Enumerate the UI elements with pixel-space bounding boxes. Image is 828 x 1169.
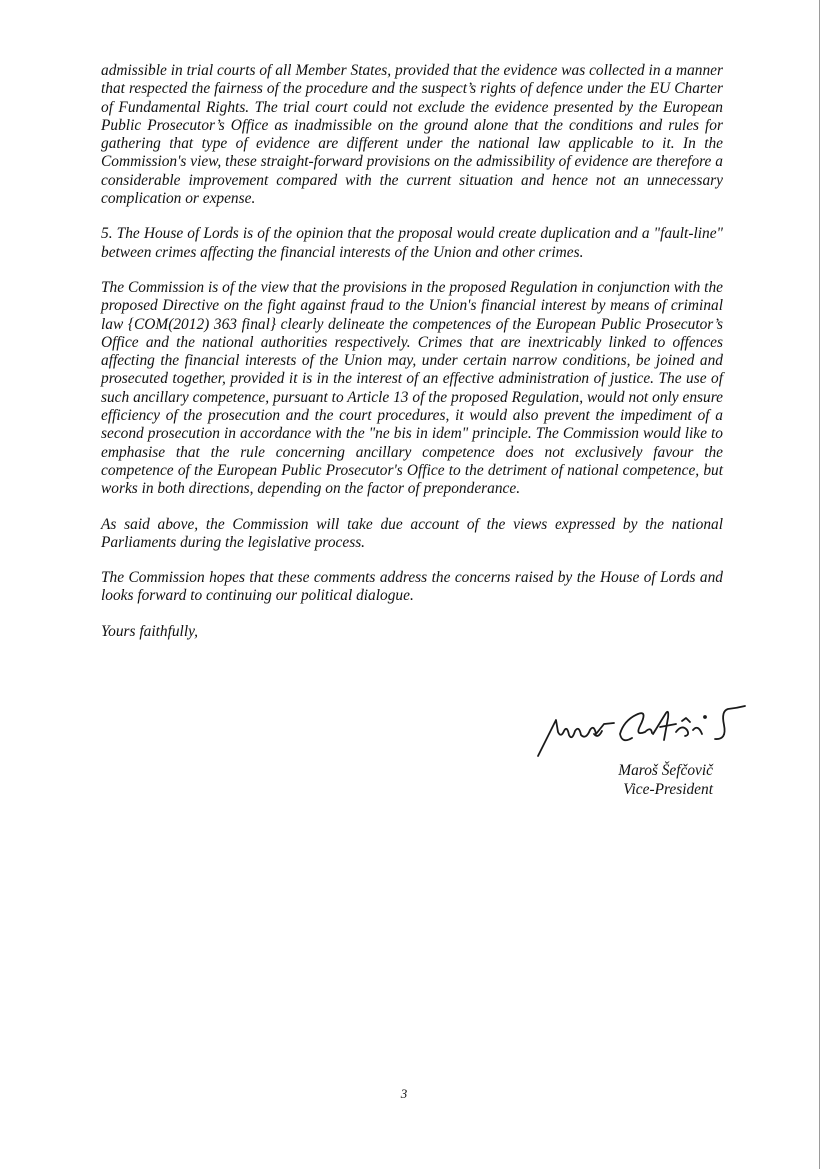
paragraph-point-5: 5. The House of Lords is of the opinion that the proposal would create duplication and a "fault-line" between crimes affecting the financial interests of the Union and other crimes.: [101, 225, 723, 261]
handwritten-signature: [534, 700, 749, 762]
paragraph-account-of-views: As said above, the Commission will take due account of the views expressed by the national Parliaments during the legislative process.: [101, 515, 723, 551]
closing-salutation: Yours faithfully,: [101, 622, 198, 640]
page-number: 3: [400, 1086, 408, 1101]
paragraph-closing-remarks: The Commission hopes that these comments address the concerns raised by the House of Lords and looks forward to continuing our political dialogue.: [101, 569, 723, 605]
paragraph-commission-view: The Commission is of the view that the provisions in the proposed Regulation in conjunction with the proposed Directive on the fight against fraud to the Union's financial interest by means of criminal law {COM(2012) 363 final} clearly delineate the competences of the European Public Prosecutor’s Office and the national authorities respectively. Crimes that are inextricably linked to offences affecting the financial interests of the Union may, under certain narrow conditions, be joined and prosecuted together, provided it is in the interest of an effective administration of justice. The use of such ancillary competence, pursuant to Article 13 of the proposed Regulation, would not only ensure efficiency of the prosecution and the court procedures, it would also prevent the impediment of a second prosecution in accordance with the "ne bis in idem" principle. The Commission would like to emphasise that the rule concerning ancillary competence does not exclusively favour the competence of the European Public Prosecutor's Office to the detriment of national competence, but works in both directions, depending on the factor of preponderance.: [101, 278, 723, 498]
signatory-title: Vice-President: [623, 781, 713, 798]
signature-drawing: [534, 700, 749, 762]
signatory-block: [560, 761, 713, 799]
scan-edge-line: [819, 0, 820, 1169]
signatory-name: Maroš Šefčovič: [618, 762, 713, 779]
paragraph-evidence-admissibility: admissible in trial courts of all Member States, provided that the evidence was collected in a manner that respected the fairness of the procedure and the suspect’s rights of defence under the EU Charter of Fundamental Rights. The trial court could not exclude the evidence presented by the European Public Prosecutor’s Office as inadmissible on the ground alone that the conditions and rules for gathering that type of evidence are different under the national law applicable to it. In the Commission's view, these straight-forward provisions on the admissibility of evidence are therefore a considerable improvement compared with the current situation and hence not an unnecessary complication or expense.: [101, 62, 723, 208]
letter-body: [101, 62, 723, 658]
